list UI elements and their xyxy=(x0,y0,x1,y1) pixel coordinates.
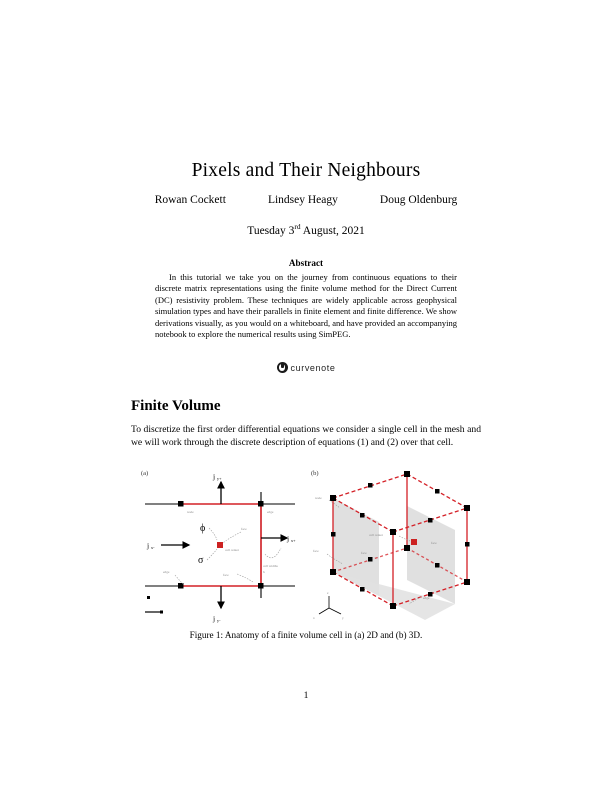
node-top-left xyxy=(178,501,184,507)
node-top-right xyxy=(258,501,264,507)
leader-potential xyxy=(209,528,217,540)
edge-marker-9 xyxy=(368,557,373,562)
annotation-3d-face-left: face xyxy=(361,551,367,555)
axis-triad xyxy=(313,591,344,620)
author-2: Lindsey Heagy xyxy=(267,194,338,206)
diagram-3d xyxy=(307,468,481,628)
curvenote-mark-icon xyxy=(277,362,288,373)
flux-label-top: j xyxy=(213,472,216,481)
flux-label-right: j xyxy=(287,534,290,543)
leader-face-bottom xyxy=(237,574,253,582)
cell-center-point xyxy=(217,542,223,548)
date-prefix: Tuesday 3 xyxy=(247,224,295,237)
annotation-3d-node: node xyxy=(315,496,322,500)
edge-marker-2 xyxy=(435,489,440,494)
cube-cell-center xyxy=(411,539,417,545)
edge-marker-10 xyxy=(435,563,440,568)
leader-cell-center xyxy=(223,532,241,543)
leader-cell-widths xyxy=(265,548,281,558)
abstract-text: In this tutorial we take you on the journey from continuous equations to their discrete matrix representations using the finite volume method for the Direct Current (DC) resistivity problem. These techniques are widely applicable across geophysical simulation types and have their parallels in finite element and finite difference. We show derivations visually, as you would on a whiteboard, and have provided an accompanying notebook to explore the numerical results using SimPEG. xyxy=(155,272,457,340)
leader-conductivity xyxy=(207,549,217,560)
date-ordinal: rd xyxy=(294,222,301,231)
edge-marker-1 xyxy=(368,483,373,488)
figure-caption: Figure 1: Anatomy of a finite volume cell in (a) 2D and (b) 3D. xyxy=(189,630,423,640)
potential-symbol: ϕ xyxy=(200,523,206,534)
figure-1 xyxy=(131,468,481,628)
cube-node-5 xyxy=(330,569,336,575)
section-body-text: To discretize the first order differential equations we consider a single cell in the mesh and we will work through the discrete description of equations (1) and (2) over that cell. xyxy=(131,424,481,449)
cube-node-2 xyxy=(404,471,410,477)
flux-label-bottom: j xyxy=(213,614,216,623)
conductivity-symbol: σ xyxy=(198,555,204,566)
axis-y-line xyxy=(329,608,341,614)
author-list xyxy=(0,194,612,206)
annotation-node-top: node xyxy=(187,510,194,514)
annotation-face-bottom: face xyxy=(223,573,229,577)
axis-label-y: y xyxy=(342,616,344,620)
page-number: 1 xyxy=(303,690,309,701)
legend-marker-dot xyxy=(147,596,150,599)
cube-node-6 xyxy=(404,545,410,551)
axis-x-line xyxy=(319,608,329,614)
author-1: Rowan Cockett xyxy=(154,194,226,206)
flux-sublabel-right: x+ xyxy=(291,538,296,543)
abstract-heading: Abstract xyxy=(288,258,324,268)
annotation-node-right: edge xyxy=(267,510,274,514)
edge-marker-5 xyxy=(360,587,365,592)
cube-node-3 xyxy=(464,505,470,511)
figure-panel-3d xyxy=(307,468,481,628)
annotation-cell-widths: cell widths xyxy=(263,564,278,568)
edge-marker-3 xyxy=(360,513,365,518)
date-suffix: August, 2021 xyxy=(300,224,365,237)
curvenote-wordmark: curvenote xyxy=(290,362,336,373)
cube-node-8 xyxy=(390,603,396,609)
cube-node-7 xyxy=(464,579,470,585)
edge-marker-7 xyxy=(331,532,336,537)
edge-marker-8 xyxy=(465,542,470,547)
axis-label-z: z xyxy=(327,591,329,595)
flux-sublabel-bottom: y- xyxy=(217,618,221,623)
author-3: Doug Oldenburg xyxy=(379,194,458,206)
publication-date xyxy=(0,222,612,237)
annotation-edge-left: edge xyxy=(163,570,170,574)
section-heading: Finite Volume xyxy=(131,398,221,414)
annotation-face-top: face xyxy=(241,527,247,531)
curvenote-logo xyxy=(0,362,612,373)
node-bottom-right xyxy=(258,583,264,589)
figure-panel-2d xyxy=(137,468,303,628)
panel-b-label: (b) xyxy=(311,470,319,477)
cube-node-1 xyxy=(330,495,336,501)
edge-marker-4 xyxy=(428,518,433,523)
diagram-2d xyxy=(137,468,303,628)
annotation-hx: h xyxy=(263,570,265,574)
legend-marker-line-node xyxy=(160,611,163,614)
cube-node-4 xyxy=(390,529,396,535)
page-title: Pixels and Their Neighbours xyxy=(191,160,421,181)
annotation-3d-edge: edge xyxy=(423,596,430,600)
axis-label-x: x xyxy=(313,616,315,620)
flux-sublabel-top: y+ xyxy=(217,476,222,481)
flux-label-left: j xyxy=(147,541,150,550)
flux-sublabel-left: x- xyxy=(151,545,155,550)
annotation-3d-face: face xyxy=(313,549,319,553)
panel-a-label: (a) xyxy=(141,470,149,477)
annotation-3d-cell-center: cell center xyxy=(369,533,384,537)
annotation-cell-center: cell center xyxy=(225,548,240,552)
annotation-3d-face-right: face xyxy=(431,541,437,545)
leader-edge-left xyxy=(175,575,183,584)
